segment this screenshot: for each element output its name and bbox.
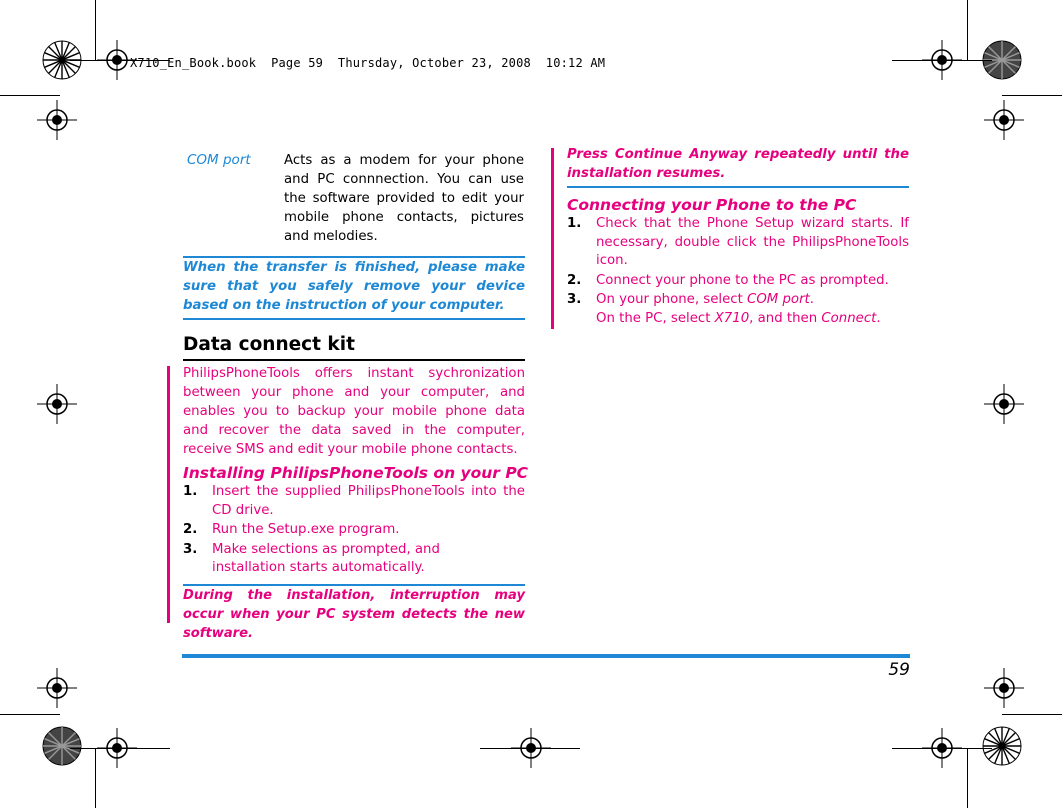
book-info-header: X710_En_Book.book Page 59 Thursday, October 23, 2008 10:12 AM [130,56,606,70]
crop-line [1002,95,1062,96]
list-item: 3. On your phone, select COM port. On the PC, select X710, and then Connect. [567,292,881,326]
registration-mark-icon [984,668,1024,708]
starburst-mark-icon [42,726,82,766]
installing-steps [183,483,525,578]
crop-line [892,748,992,749]
crop-line [95,0,96,60]
crop-line [1002,714,1062,715]
crop-line [892,60,992,61]
list-item: 3. Make selections as prompted, and installation starts automatically. [183,541,440,575]
crop-line [0,714,60,715]
registration-mark-icon [37,668,77,708]
change-bar [551,148,554,329]
com-port-label: COM port [187,152,251,168]
footer-rule [182,654,910,658]
note-interrupt: During the installation, interruption may occur when your PC system detects the new software. [183,588,525,641]
list-item: 1. Insert the supplied PhilipsPhoneTools into the CD drive. [183,484,525,518]
data-connect-intro: PhilipsPhoneTools offers instant sychronization between your phone and your computer, and enables you to backup your mobile phone data and recover the data saved in the computer, receive SMS and edit your mobile phone contacts. [183,366,525,457]
section-rule [183,359,525,361]
note-continue: Press Continue Anyway repeatedly until the installation resumes. [567,147,909,181]
installing-heading: Installing PhilipsPhoneTools on your PC [183,464,529,482]
registration-mark-icon [37,384,77,424]
starburst-mark-icon [982,726,1022,766]
com-port-description: Acts as a modem for your phone and PC connnection. You can use the software provided to edit your mobile phone contacts, pictures and melodies. [284,153,524,244]
registration-mark-icon [37,100,77,140]
note-transfer: When the transfer is finished, please make sure that you safely remove your device based on the instruction of your computer. [183,260,525,313]
list-item: 1. Check that the Phone Setup wizard starts. If necessary, double click the PhilipsPhoneTools icon. [567,216,909,268]
registration-mark-icon [984,100,1024,140]
connecting-steps [567,215,909,328]
note-rule-bottom [183,318,525,320]
registration-mark-icon [984,384,1024,424]
crop-line [967,0,968,60]
section-title: Data connect kit [183,334,355,355]
list-item: 2. Connect your phone to the PC as prompted. [567,272,889,288]
crop-line [70,748,170,749]
change-bar [167,366,170,623]
list-item: 2. Run the Setup.exe program. [183,522,400,537]
connecting-heading: Connecting your Phone to the PC [567,196,857,214]
page-number: 59 [888,660,910,680]
crop-line [480,748,580,749]
crop-line [95,748,96,808]
crop-line [967,748,968,808]
note-rule-bottom [567,186,909,188]
crop-line [0,95,60,96]
